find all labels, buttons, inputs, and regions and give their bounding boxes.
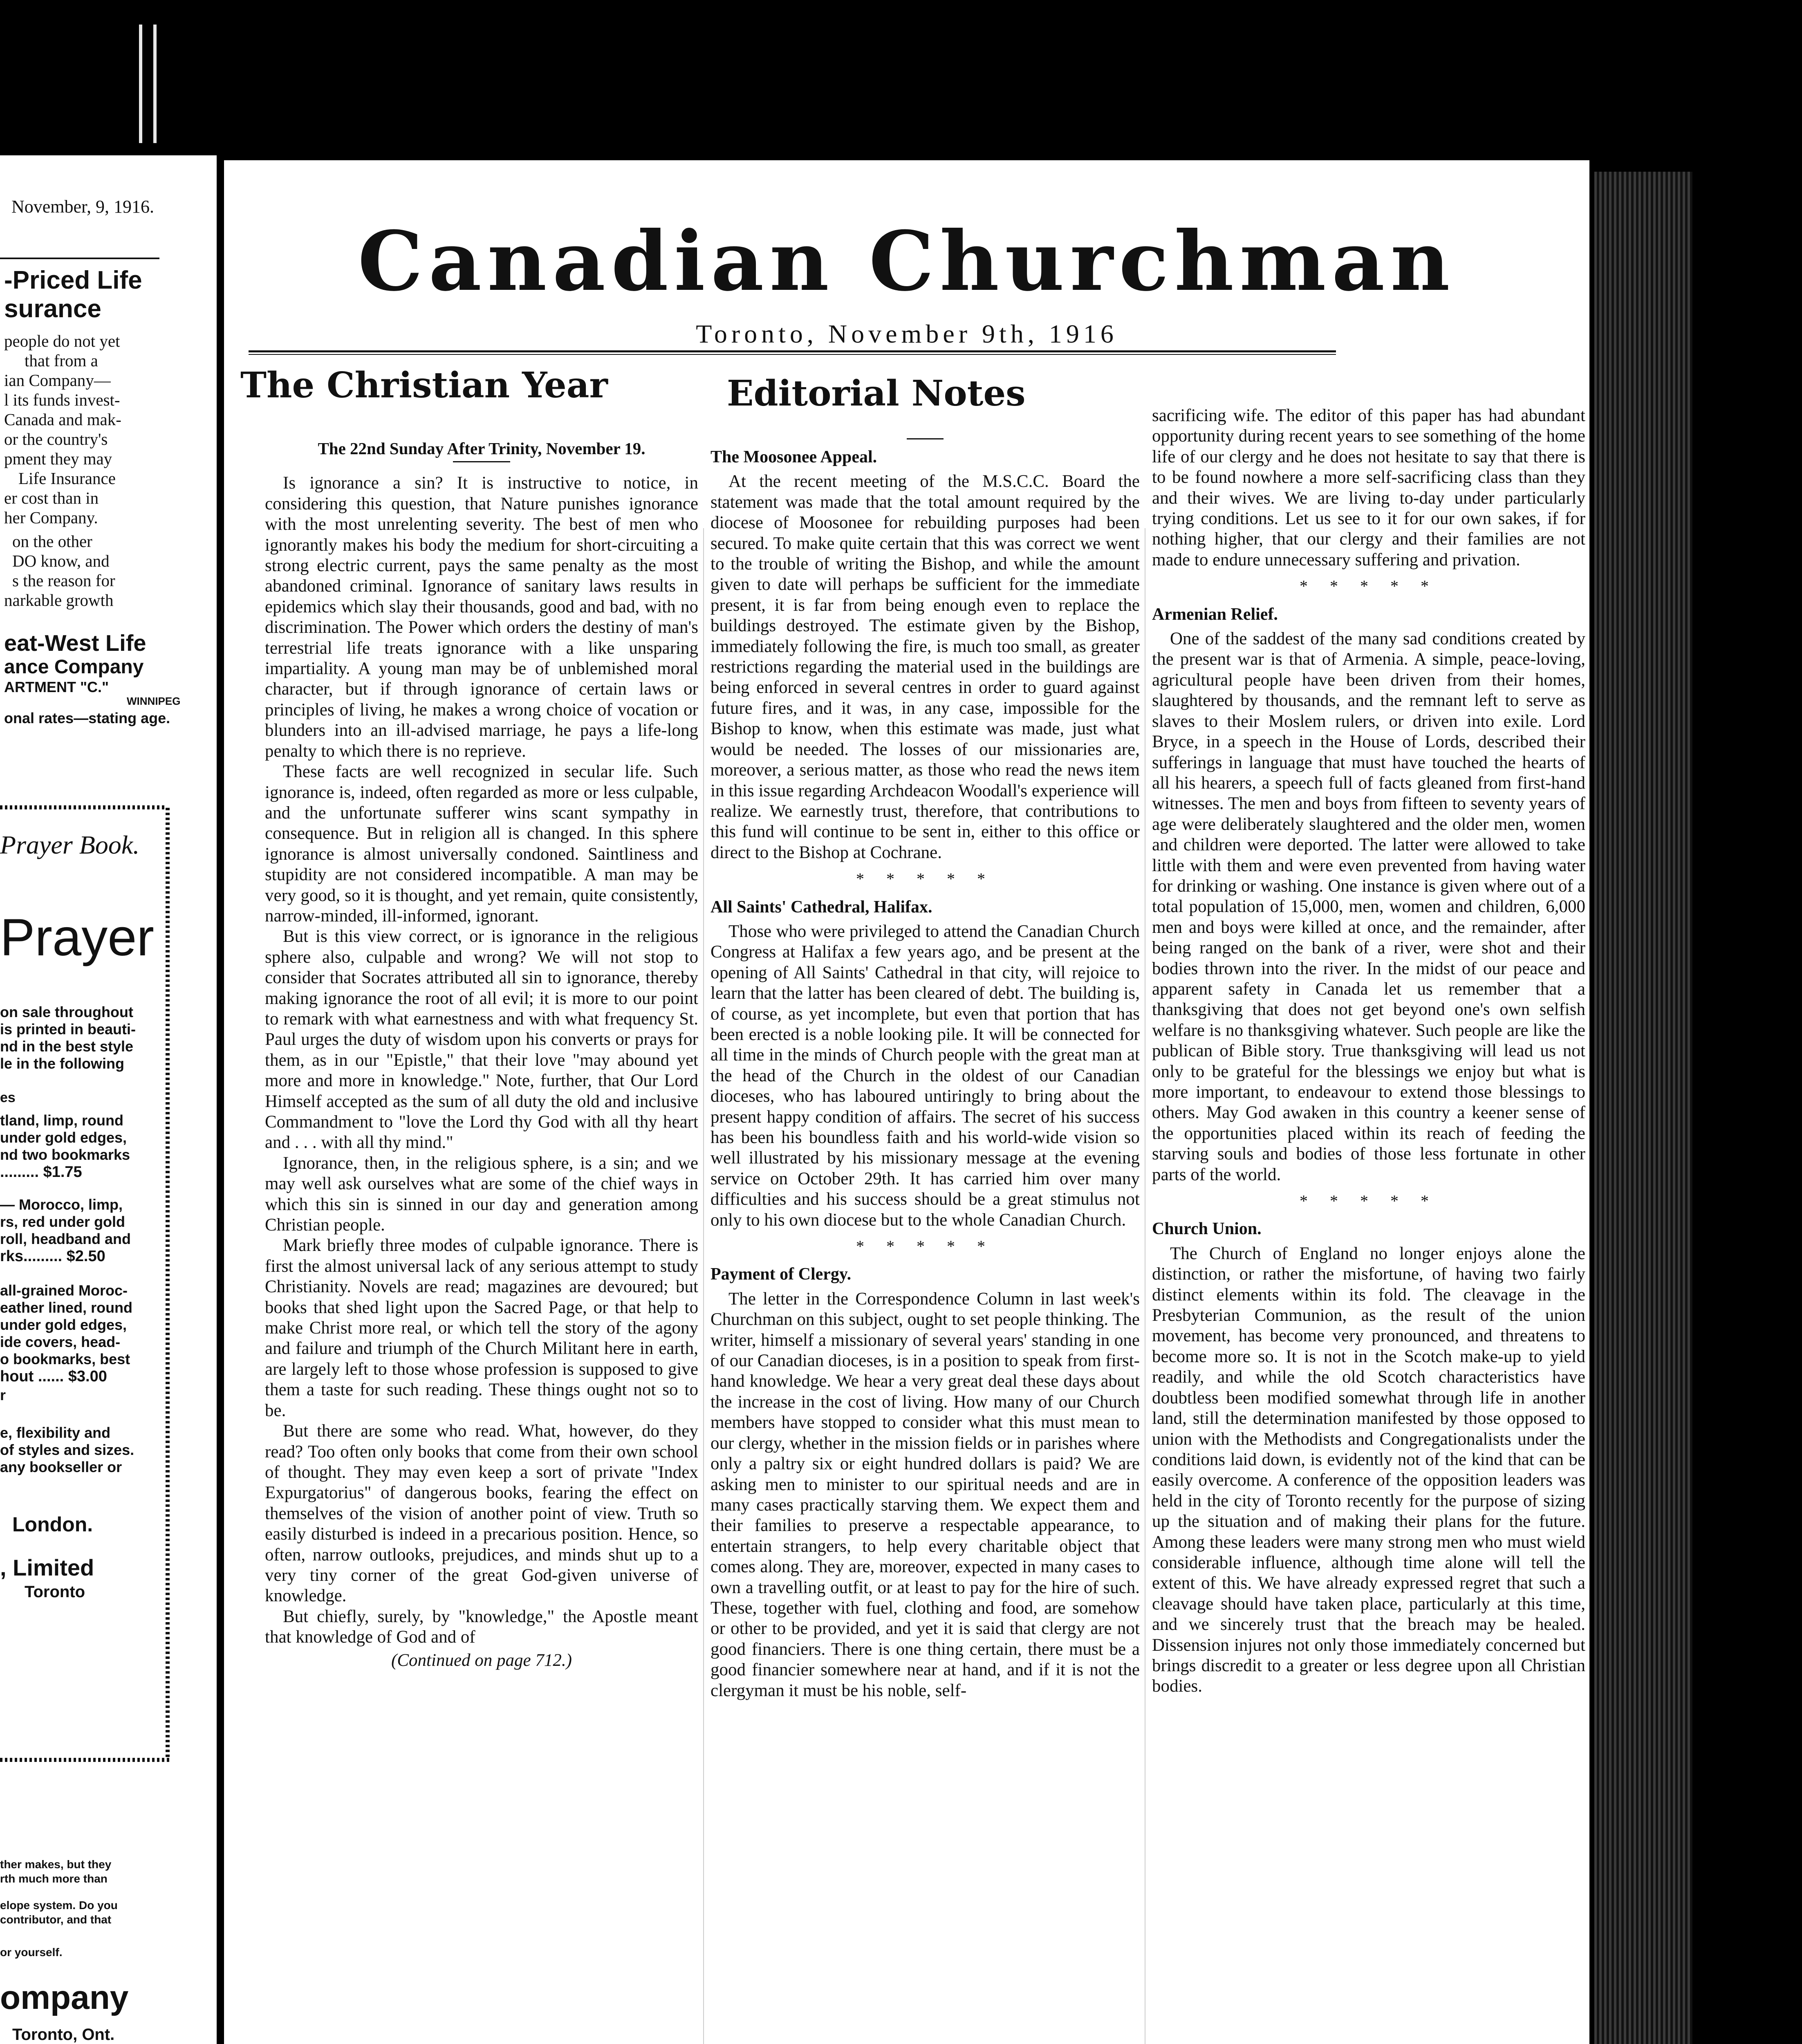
paragraph: The Church of England no longer enjoys alone the distinction, or rather the misfortune, of having two fairly distinct elements within its fold. The cleavage in the Presbyterian Communion, as the result of the union movement, has become very pronounced, and threatens to become more so. It is not in the Scotch make-up to yield readily, and while the old Scotch characteristics have doubtless been modified somewhat through life in another land, still the determination manifested by those opposed to union with the Methodists and Congregationalists under the conditions laid down, is evidently not of the kind that can be easily overcome. A conference of the opposition leaders was held in the city of Toronto recently for the purpose of sizing up the situation and of making their plans for the future. Among these leaders were many strong men who must wield considerable influence, although time alone will tell the extent of this. We have already expressed regret that such a cleavage should have taken place, particularly at this time, and we sincerely trust that the breach may be healed. Dissension injures not only those immediately concerned but brings discredit to a greater or less degree upon all Christian bodies.	[1152, 1244, 1585, 1696]
ad-line: Prayer Book.	[0, 830, 140, 859]
ad-price: ......... $1.75	[0, 1163, 82, 1181]
ad-border	[0, 805, 172, 809]
ad-line: rs, red under gold	[0, 1213, 126, 1230]
ad-line: contributor, and that	[0, 1913, 112, 1926]
divider	[453, 461, 510, 462]
ad-border	[0, 1758, 172, 1762]
ad-price: rks......... $2.50	[0, 1248, 105, 1265]
ad-line: people do not yet	[4, 332, 120, 350]
ad-city: WINNIPEG	[127, 695, 181, 707]
ad-border	[166, 805, 170, 1762]
section-title: The Moosonee Appeal.	[710, 448, 877, 466]
masthead-dateline: Toronto, November 9th, 1916	[696, 319, 1118, 348]
ad-line: nd two bookmarks	[0, 1146, 130, 1163]
christian-year-heading: The Christian Year	[240, 365, 608, 406]
section-separator: * * * * *	[1300, 1192, 1438, 1210]
column-editorial-continued	[1152, 406, 1585, 1697]
ad-line: that from a	[25, 351, 98, 370]
ad-line: of styles and sizes.	[0, 1441, 134, 1458]
ad-line: es	[0, 1090, 16, 1105]
ad-company-name: eat-West Life	[4, 630, 146, 656]
ad-line: her Company.	[4, 508, 98, 527]
ad-city: Toronto	[25, 1583, 85, 1601]
binding-bar	[139, 25, 142, 143]
paragraph: The letter in the Correspondence Column in last week's Churchman on this subject, ought to set people thinking. The writer, himself a missionary of several years' standing in one of our Canadian dioceses, is in a position to speak from first-hand knowledge. We hear a very great deal these days about the increase in the cost of living. How many of our Church members have stopped to consider what this must mean to our clergy, whether in the mission fields or in parishes where only a paltry six or eight hundred dollars is paid? We are asking men to minister to our spiritual needs and are in many cases practically starving them. We expect them and their families to preserve a respectable appearance, to entertain strangers, to help every charitable object that comes along. They are, moreover, expected in many cases to own a travelling outfit, or at least to pay for the hire of such. These, together with fuel, clothing and food, are somehow or other to be provided, and yet it is said that clergy are not good financiers. There is one thing certain, there must be a good financier somewhere near at hand, and if it is not the clergyman it must be his noble, self-	[710, 1289, 1140, 1700]
ad-line: on sale throughout	[0, 1004, 133, 1020]
ad-line: — Morocco, limp,	[0, 1196, 123, 1213]
ad-line: under gold edges,	[0, 1129, 127, 1146]
paragraph: These facts are well recognized in secular life. Such ignorance is, indeed, often regarded as more or less culpable, and the unfortunate sufferer wins scant sympathy in consequence. But in religion all is changed. In this sphere ignorance is almost universally condoned. Saintliness and stupidity are not considered incompatible. A man may be very good, so it is thought, and yet remain, quite consistently, narrow-minded, ill-informed, ignorant.	[265, 762, 698, 926]
ad-line: or yourself.	[0, 1946, 63, 1959]
ad-city: Toronto, Ont.	[12, 2026, 115, 2044]
paragraph: sacrificing wife. The editor of this paper has had abundant opportunity during recent years to see something of the home life of our clergy and he does not hesitate to say that there is to be found nowhere a more self-sacrificing class than they and their wives. We are living to-day under particularly trying conditions. Let us see to it for our own sakes, if for nothing higher, that our clergy and their families are not made to endure unnecessary suffering and privation.	[1152, 406, 1585, 569]
ad-line: er cost than in	[4, 489, 99, 507]
paragraph: Mark briefly three modes of culpable ignorance. There is first the almost universal lack of any serious attempt to study Christianity. Novels are read; magazines are devoured; but books that shed light upon the Sacred Page, or that help to make Christ more real, or which tell the story of the agony and failure and triumph of the Church Militant here in earth, are largely left to those whose profession is supposed to give them a taste for such reading. These things ought not so to be.	[265, 1236, 698, 1420]
ad-line: ide covers, head-	[0, 1334, 121, 1350]
editorial-notes-heading: Editorial Notes	[727, 373, 1026, 414]
ad-line: eather lined, round	[0, 1299, 133, 1316]
ad-line: ian Company—	[4, 371, 111, 390]
ad-line: or the country's	[4, 430, 108, 448]
section-separator: * * * * *	[1300, 577, 1438, 596]
column-christian-year	[265, 438, 698, 1671]
ad-line: narkable growth	[4, 591, 114, 610]
paragraph: Those who were privileged to attend the Canadian Church Congress at Halifax a few years ago, and be present at the opening of All Saints' Cathedral in that city, will rejoice to learn that the latter has been cleared of debt. The building is, of course, as yet incomplete, but even that portion that has been erected is a noble looking pile. It will be connected for all time in the minds of Church people with the great man at the head of the Church in the oldest of our Canadian dioceses, who has laboured untiringly to bring about the present happy condition of affairs. The secret of his success has been his boundless faith and his world-wide vision so well illustrated by his missionary message at the evening service on October 29th. It has carried him over many difficulties and his success should be a great stimulus not only to his own diocese but to the whole Canadian Church.	[710, 921, 1140, 1230]
ad-line: pment they may	[4, 449, 112, 468]
ad-publisher: London.	[12, 1513, 93, 1536]
page-stack	[1594, 172, 1692, 2044]
section-title: Payment of Clergy.	[710, 1265, 852, 1284]
ad-line: all-grained Moroc-	[0, 1282, 128, 1299]
ad-line: -Priced Life	[4, 266, 142, 294]
ad-line: DO know, and	[12, 551, 110, 570]
ad-line: r	[0, 1387, 6, 1403]
column-rule	[703, 528, 704, 2044]
continued-note: (Continued on page 712.)	[391, 1650, 572, 1670]
ad-company-name: ance Company	[4, 656, 144, 678]
ad-line: is printed in beauti-	[0, 1021, 136, 1038]
paragraph: One of the saddest of the many sad conditions created by the present war is that of Armenia. A simple, peace-loving, agricultural people have been driven from their homes, slaughtered by thousands, and the remnant left to serve as slaves to their Moslem rulers, or driven into exile. Lord Bryce, in a speech in the House of Lords, described their sufferings in language that must have touched the hearts of all his hearers, a speech full of facts gleaned from first-hand witnesses. The men and boys from fifteen to seventy years of age were deliberately slaughtered and the older men, women and children were deported. The latter were allowed to take little with them and were even prevented from having water for drinking or washing. One instance is given where out of a total population of 15,000, men, women and children, 6,000 men and boys were killed at once, and the remainder, after being ranged on the bank of a river, were shot and their bodies thrown into the river. In the midst of our peace and apparent safety in Canada let us remember that a thanksgiving that does not get beyond one's own selfish welfare is no thanksgiving whatever. Such people are like the publican of Bible story. True thanksgiving will lead us not only to be grateful for the blessings we enjoy but what is more important, to endeavour to extend those blessings to others. May God awaken in this country a keener sense of the opportunities placed within its reach of feeding the starving souls and bodies of those less fortunate in other parts of the world.	[1152, 629, 1585, 1184]
ad-department: ARTMENT "C."	[4, 679, 109, 695]
ad-price: hout ...... $3.00	[0, 1368, 107, 1385]
main-page	[224, 160, 1589, 2044]
ad-line: any bookseller or	[0, 1459, 122, 1475]
paragraph: At the recent meeting of the M.S.C.C. Board the statement was made that the total amount required by the diocese of Moosonee for rebuilding purposes had been secured. To make quite certain that this was correct we went to the trouble of writing the Bishop, and while the amount given to date will perhaps be sufficient for the immediate present, it is far from being enough even to replace the buildings destroyed. The estimate given by the Bishop, immediately following the fire, is much too small, as greater restrictions regarding the material used in the buildings are being enforced in several centres in order to guard against future fires, and it was, in any case, impossible for the Bishop to know, when this estimate was made, just what would be needed. The losses of our missionaries are, moreover, a serious matter, as those who read the news item in this issue regarding Archdeacon Woodall's experience will realize. We earnestly trust, therefore, that contributions to this fund will continue to be sent in, either to this office or direct to the Bishop at Cochrane.	[710, 472, 1140, 862]
ad-line: Canada and mak-	[4, 410, 121, 429]
ad-line: under gold edges,	[0, 1316, 127, 1333]
paragraph: But there are some who read. What, however, do they read? Too often only books that come from their own school of thought. They may even keep a sort of private "Index Expurgatorius" of dangerous books, fearing the effect on themselves of the vision of another point of view. Truth so easily disturbed is indeed in a precarious position. Hence, so often, narrow outlooks, prejudices, and minds shut up to a very tiny corner of the great God-given universe of knowledge.	[265, 1421, 698, 1606]
paragraph: But chiefly, surely, by "knowledge," the Apostle meant that knowledge of God and of	[265, 1607, 698, 1647]
divider	[907, 438, 944, 439]
section-separator: * * * * *	[856, 870, 994, 888]
paragraph: Ignorance, then, in the religious sphere, is a sin; and we may well ask ourselves what are some of the chief ways in which this sin is sinned in our day and generation among Christian people.	[265, 1153, 698, 1235]
ad-line: s the reason for	[12, 571, 115, 590]
masthead-rule	[249, 354, 1336, 355]
ad-publisher: , Limited	[0, 1555, 94, 1580]
left-page	[0, 155, 217, 2044]
masthead-rule	[249, 350, 1336, 352]
ad-line: roll, headband and	[0, 1230, 131, 1247]
ad-line: o bookmarks, best	[0, 1351, 130, 1367]
christian-year-subheading: The 22nd Sunday After Trinity, November 19.	[318, 439, 645, 458]
section-title: Church Union.	[1152, 1219, 1262, 1239]
ad-line: e, flexibility and	[0, 1424, 111, 1441]
ad-line: nd in the best style	[0, 1038, 134, 1055]
section-title: Armenian Relief.	[1152, 605, 1278, 624]
binding-bar	[153, 25, 157, 143]
ad-line: on the other	[12, 532, 92, 551]
ad-line: le in the following	[0, 1055, 124, 1072]
ad-line: elope system. Do you	[0, 1899, 118, 1912]
ad-company-name: ompany	[0, 1979, 129, 2016]
ad-line: tland, limp, round	[0, 1112, 123, 1129]
ad-line: l its funds invest-	[4, 390, 120, 409]
left-page-date: November, 9, 1916.	[11, 197, 154, 217]
ad-line: surance	[4, 295, 101, 323]
column-editorial-notes	[710, 438, 1140, 1701]
ad-footer: onal rates—stating age.	[4, 710, 170, 726]
ad-line: rth much more than	[0, 1872, 108, 1885]
masthead-title: Canadian Churchman	[358, 213, 1456, 309]
ad-line: Life Insurance	[18, 469, 116, 488]
section-separator: * * * * *	[856, 1237, 994, 1256]
ad-rule	[0, 258, 159, 259]
ad-line: ther makes, but they	[0, 1858, 112, 1871]
ad-line: Prayer	[0, 908, 154, 967]
paragraph: But is this view correct, or is ignorance in the religious sphere also, culpable and wrong? We will not stop to consider that Socrates attributed all sin to ignorance, thereby making ignorance the root of all evil; it is more to our point to remark with what earnestness and with what frequency St. Paul urges the duty of wisdom upon his converts or prays for them, as in our "Epistle," that their love "may abound yet more and more in knowledge." Note, further, that Our Lord Himself accepted as the sum of all duty the old and inclusive Commandment to "love the Lord thy God with all thy heart and . . . with all thy mind."	[265, 927, 698, 1152]
paragraph: Is ignorance a sin? It is instructive to notice, in considering this question, that Nature punishes ignorance with the most unrelenting severity. The best of men who ignorantly makes his body the medium for short-circuiting a strong electric current, pays the same penalty as the most abandoned criminal. Ignorance of sanitary laws results in epidemics which slay their thousands, good and bad, with no discrimination. The Power which orders the destiny of man's terrestrial life treats ignorance with a like unsparing impartiality. A young man may be of unblemished moral character, but if through ignorance of certain laws or principles of living, he makes a wrong choice of vocation or blunders into an ill-advised marriage, he pays a life-long penalty to which there is no reprieve.	[265, 473, 698, 761]
section-title: All Saints' Cathedral, Halifax.	[710, 897, 932, 917]
